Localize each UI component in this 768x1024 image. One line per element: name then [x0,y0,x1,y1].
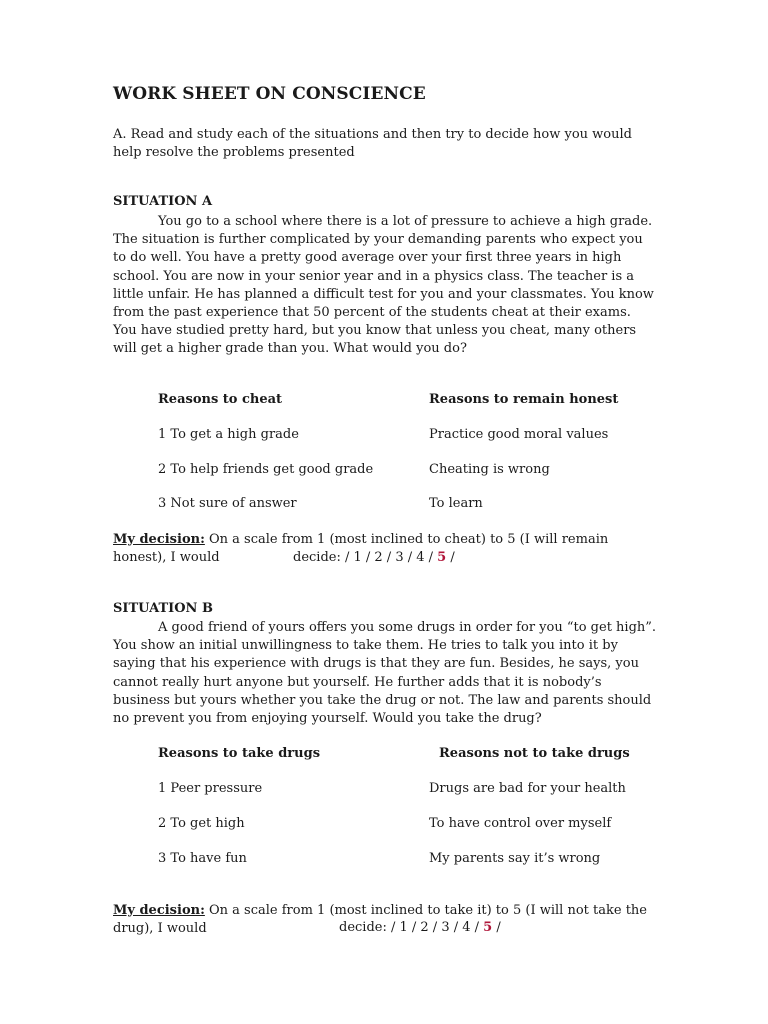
scale-text: decide: / 1 / 2 / 3 / 4 / [339,920,484,935]
situation-b-col-left-header: Reasons to take drugs [158,746,321,761]
selected-choice: 5 [483,920,493,935]
situation-b-scale [339,920,501,935]
selected-choice: 5 [437,550,447,565]
decision-text: On a scale from 1 (most inclined to cheat) to 5 (I will remain honest), I would [113,532,609,565]
situation-a-text: You go to a school where there is a lot of pressure to achieve a high grade. The situation is further complicated by your demanding parents who expect you to do well. You have a pretty good average over your first three years in high school. You are now in your senior year and in a physics class. The teacher is a little unfair. He has planned a difficult test for you and your classmates. You know from the past experience that 50 percent of the students cheat at their exams. You have studied pretty hard, but you know that unless you cheat, many others will get a higher grade than you. What would you do? [113,214,654,357]
situation-a-heading: SITUATION A [113,194,213,209]
situation-b-heading: SITUATION B [113,601,213,616]
situation-b-col-right-header: Reasons not to take drugs [439,746,630,761]
situation-b-reason-left: 2 To get high [158,816,245,831]
situation-a-reason-left: 1 To get a high grade [158,427,299,442]
page-title: WORK SHEET ON CONSCIENCE [113,84,426,104]
scale-text: decide: / 1 / 2 / 3 / 4 / [293,550,438,565]
situation-a-reason-right: Cheating is wrong [429,462,550,477]
instructions: A. Read and study each of the situations and then try to decide how you would help resolve the problems presented [113,127,632,160]
situation-a-reason-right: Practice good moral values [429,427,609,442]
situation-b-text: A good friend of yours offers you some drugs in order for you “to get high”. You show an initial unwillingness to take them. He tries to talk you into it by saying that his experience with drugs is that they are fun. Besides, he says, you cannot really hurt anyone but yourself. He further adds that it is nobody’s business but yours whether you take the drug or not. The law and parents should no prevent you from enjoying yourself. Would you take the drug? [113,620,657,727]
situation-a-col-left-header: Reasons to cheat [158,392,283,407]
situation-a-col-right-header: Reasons to remain honest [429,392,619,407]
situation-a-reason-right: To learn [429,496,483,511]
situation-a-reason-left: 2 To help friends get good grade [158,462,374,477]
decision-text: On a scale from 1 (most inclined to take it) to 5 (I will not take the drug), I would [113,903,647,936]
decision-label: My decision: [113,903,205,918]
scale-end: / [492,920,501,935]
situation-a-scale [293,550,455,565]
situation-b-reason-right: Drugs are bad for your health [429,781,626,796]
situation-b-reason-left: 1 Peer pressure [158,781,263,796]
situation-b-reason-right: My parents say it’s wrong [429,851,601,866]
situation-a-reason-left: 3 Not sure of answer [158,496,297,511]
scale-end: / [446,550,455,565]
situation-b-reason-right: To have control over myself [429,816,612,831]
decision-label: My decision: [113,532,205,547]
situation-b-reason-left: 3 To have fun [158,851,247,866]
